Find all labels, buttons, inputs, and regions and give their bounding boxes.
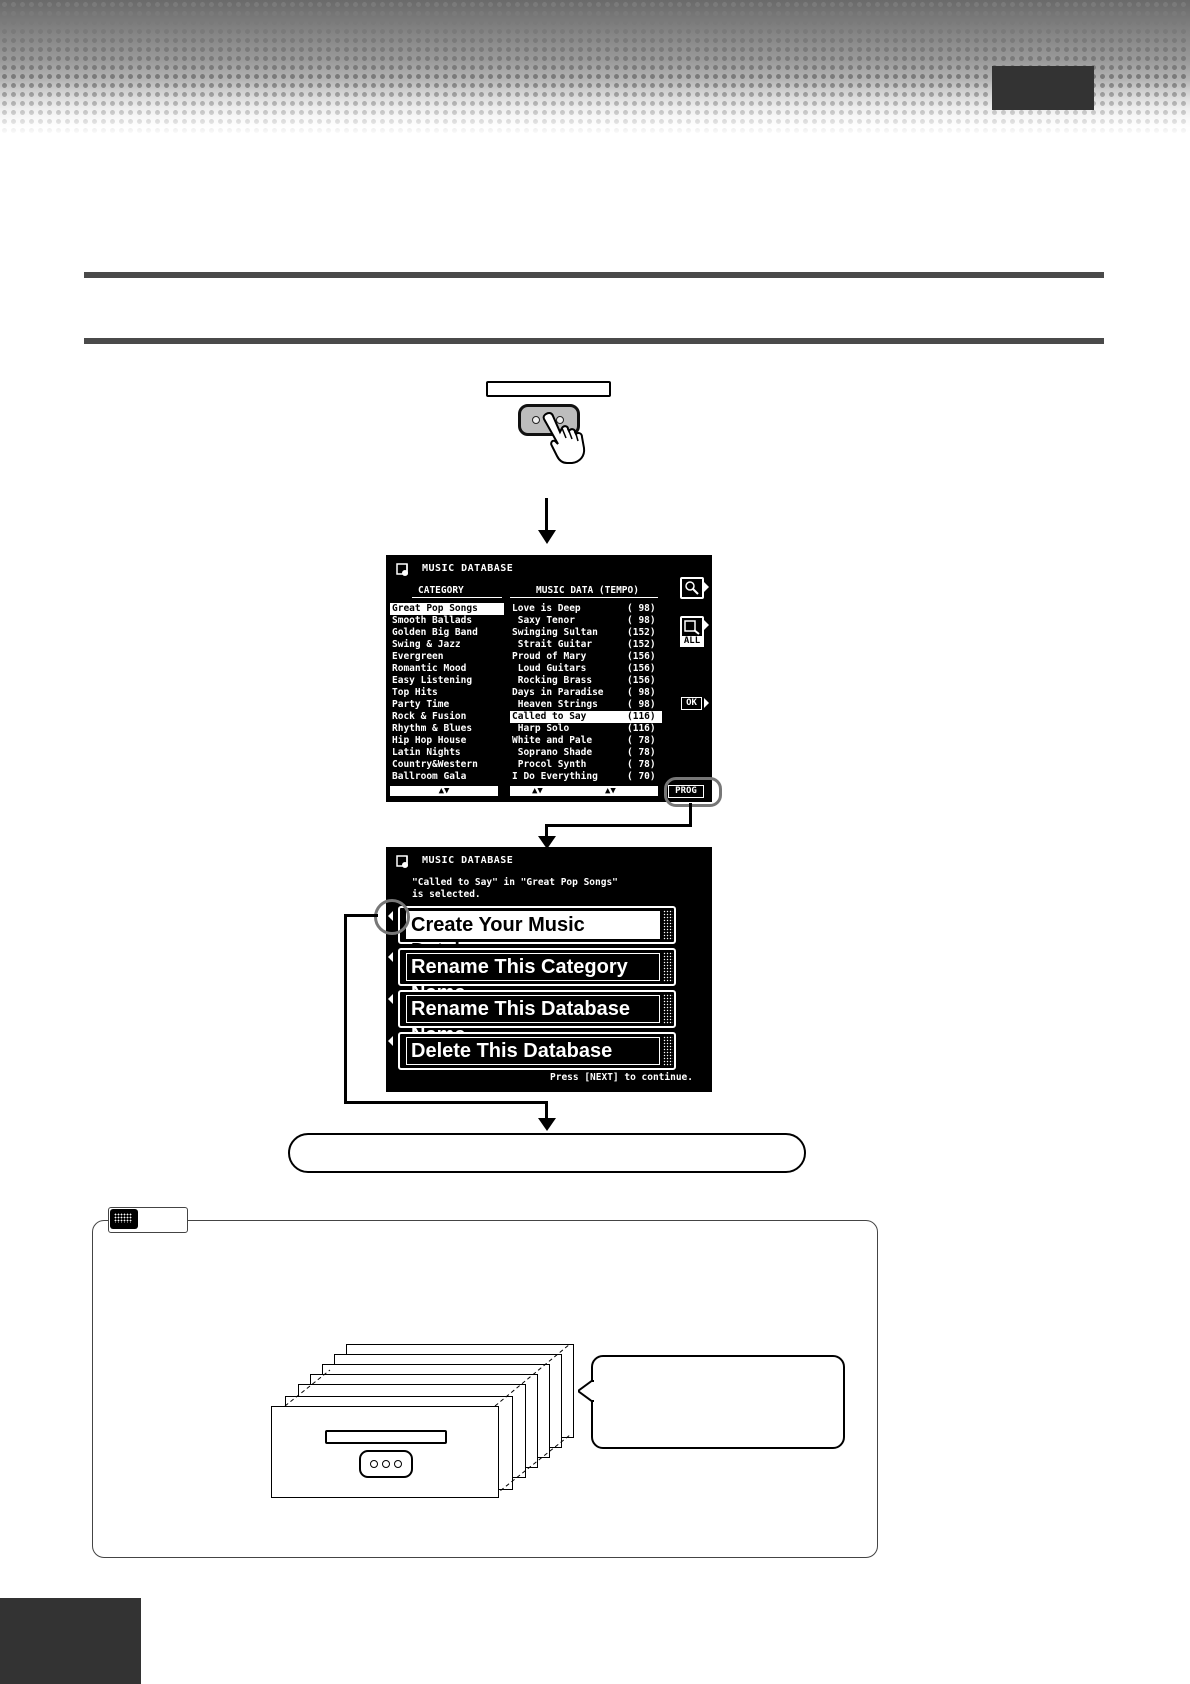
button-led-dot bbox=[394, 1460, 402, 1468]
song-tempo: (116) bbox=[627, 711, 656, 722]
category-item[interactable]: Smooth Ballads bbox=[392, 615, 473, 626]
ok-button[interactable]: OK bbox=[681, 697, 702, 710]
song-tempo: ( 98) bbox=[627, 615, 656, 626]
rename-database-label: Rename This Database bbox=[406, 995, 660, 1023]
song-name: Love is Deep bbox=[512, 603, 581, 614]
delete-database-label: Delete This Database bbox=[406, 1037, 660, 1065]
header-underline bbox=[412, 597, 502, 598]
flow-line bbox=[344, 914, 347, 1104]
music-finder-icon[interactable] bbox=[680, 577, 704, 599]
scroll-arrows-left[interactable]: ▲▼ bbox=[532, 786, 543, 796]
song-name: Saxy Tenor bbox=[512, 615, 575, 626]
song-tempo: (152) bbox=[627, 627, 656, 638]
delete-database-button[interactable] bbox=[398, 1032, 676, 1070]
music-data-item[interactable] bbox=[510, 711, 662, 723]
flow-line bbox=[344, 914, 378, 917]
result-box bbox=[288, 1133, 806, 1173]
button-led-dot bbox=[382, 1460, 390, 1468]
song-tempo: ( 70) bbox=[627, 771, 656, 782]
callout-box bbox=[591, 1355, 845, 1449]
music-data-item[interactable] bbox=[510, 687, 662, 699]
music-data-item[interactable] bbox=[510, 723, 662, 735]
song-name: Procol Synth bbox=[512, 759, 587, 770]
category-item[interactable]: Great Pop Songs bbox=[390, 603, 504, 615]
scroll-arrows-right[interactable]: ▲▼ bbox=[605, 786, 616, 796]
menu-highlight-ring bbox=[374, 899, 410, 935]
left-arrow-icon bbox=[388, 994, 393, 1004]
front-sheet bbox=[271, 1406, 499, 1498]
arrow-down-icon bbox=[538, 1118, 556, 1131]
music-data-item[interactable] bbox=[510, 603, 662, 615]
keyboard-note-icon bbox=[110, 1209, 138, 1229]
left-arrow-icon bbox=[388, 1036, 393, 1046]
rename-database-button[interactable] bbox=[398, 990, 676, 1028]
song-tempo: ( 98) bbox=[627, 687, 656, 698]
song-name: Rocking Brass bbox=[512, 675, 593, 686]
category-item[interactable]: Latin Nights bbox=[392, 747, 461, 758]
music-data-item[interactable] bbox=[510, 771, 662, 783]
category-item[interactable]: Top Hits bbox=[392, 687, 438, 698]
screen-title: MUSIC DATABASE bbox=[422, 855, 514, 866]
category-item[interactable]: Country&Western bbox=[392, 759, 478, 770]
category-item[interactable]: Swing & Jazz bbox=[392, 639, 461, 650]
screen-title: MUSIC DATABASE bbox=[422, 563, 514, 574]
button-label-plate bbox=[325, 1430, 447, 1444]
music-data-item[interactable] bbox=[510, 615, 662, 627]
song-name: Swinging Sultan bbox=[512, 627, 598, 638]
flow-line bbox=[545, 498, 548, 532]
button-label-plate bbox=[486, 381, 611, 397]
music-scroll-bar[interactable] bbox=[510, 786, 658, 796]
pointing-hand-icon bbox=[540, 410, 590, 466]
song-tempo: (152) bbox=[627, 639, 656, 650]
song-tempo: (156) bbox=[627, 651, 656, 662]
category-item[interactable]: Hip Hop House bbox=[392, 735, 467, 746]
song-name: Called to Say bbox=[512, 711, 587, 722]
song-name: Strait Guitar bbox=[512, 639, 593, 650]
music-data-item[interactable] bbox=[510, 735, 662, 747]
rename-category-button[interactable] bbox=[398, 948, 676, 986]
page-tab bbox=[992, 66, 1094, 110]
music-data-item[interactable] bbox=[510, 699, 662, 711]
category-item[interactable]: Easy Listening bbox=[392, 675, 473, 686]
section-rule-bottom bbox=[84, 338, 1104, 344]
music-data-item[interactable] bbox=[510, 639, 662, 651]
category-item[interactable]: Ballroom Gala bbox=[392, 771, 467, 782]
music-data-item[interactable] bbox=[510, 663, 662, 675]
prog-highlight-ring bbox=[664, 777, 722, 807]
all-label: ALL bbox=[680, 636, 704, 647]
selection-message-line1: "Called to Say" in "Great Pop Songs" bbox=[412, 877, 618, 888]
song-tempo: ( 78) bbox=[627, 735, 656, 746]
song-name: Loud Guitars bbox=[512, 663, 587, 674]
song-tempo: ( 98) bbox=[627, 603, 656, 614]
header-underline bbox=[510, 597, 658, 598]
arrow-down-icon bbox=[538, 530, 556, 544]
category-item[interactable]: Golden Big Band bbox=[392, 627, 478, 638]
song-tempo: ( 78) bbox=[627, 759, 656, 770]
search-all-icon[interactable] bbox=[680, 616, 704, 638]
song-tempo: (116) bbox=[627, 723, 656, 734]
song-name: Soprano Shade bbox=[512, 747, 593, 758]
create-database-button[interactable] bbox=[398, 906, 676, 944]
category-scroll-bar[interactable]: ▲▼ bbox=[390, 786, 498, 796]
music-data-list bbox=[388, 603, 668, 785]
left-arrow-icon bbox=[388, 952, 393, 962]
footer-page-block bbox=[0, 1598, 141, 1684]
song-name: Days in Paradise bbox=[512, 687, 604, 698]
button-grain bbox=[663, 952, 673, 982]
panel-button-sketch bbox=[359, 1450, 413, 1478]
category-item[interactable]: Romantic Mood bbox=[392, 663, 467, 674]
category-header: CATEGORY bbox=[418, 585, 464, 596]
selection-message-line2: is selected. bbox=[412, 889, 481, 900]
music-data-item[interactable] bbox=[510, 651, 662, 663]
flow-line bbox=[545, 824, 692, 827]
category-item[interactable]: Rhythm & Blues bbox=[392, 723, 473, 734]
category-item[interactable]: Evergreen bbox=[392, 651, 444, 662]
button-grain bbox=[663, 910, 673, 940]
music-data-item[interactable] bbox=[510, 675, 662, 687]
music-data-header: MUSIC DATA (TEMPO) bbox=[536, 585, 639, 596]
music-database-icon bbox=[396, 561, 412, 577]
category-item[interactable]: Rock & Fusion bbox=[392, 711, 467, 722]
prog-button[interactable]: PROG bbox=[668, 785, 704, 798]
right-arrow-icon bbox=[704, 698, 709, 708]
flow-line bbox=[344, 1101, 548, 1104]
button-led-dot bbox=[532, 416, 540, 424]
button-grain bbox=[663, 1036, 673, 1066]
music-data-item[interactable] bbox=[510, 759, 662, 771]
song-tempo: (156) bbox=[627, 675, 656, 686]
song-tempo: ( 98) bbox=[627, 699, 656, 710]
music-database-icon bbox=[396, 853, 412, 869]
song-tempo: ( 78) bbox=[627, 747, 656, 758]
button-grain bbox=[663, 994, 673, 1024]
button-led-dot bbox=[370, 1460, 378, 1468]
rename-category-label: Rename This Category bbox=[406, 953, 660, 981]
music-database-screen bbox=[386, 555, 712, 802]
music-data-item[interactable] bbox=[510, 627, 662, 639]
right-arrow-icon bbox=[704, 620, 709, 630]
song-name: Heaven Strings bbox=[512, 699, 598, 710]
music-data-item[interactable] bbox=[510, 747, 662, 759]
song-name: White and Pale bbox=[512, 735, 593, 746]
create-database-label: Create Your Music bbox=[406, 911, 660, 939]
continue-message: Press [NEXT] to continue. bbox=[550, 1072, 693, 1083]
song-name: I Do Everything bbox=[512, 771, 598, 782]
callout-pointer bbox=[578, 1380, 596, 1402]
section-rule-top bbox=[84, 272, 1104, 278]
song-tempo: (156) bbox=[627, 663, 656, 674]
category-item[interactable]: Party Time bbox=[392, 699, 450, 710]
right-arrow-icon bbox=[704, 582, 709, 592]
song-name: Harp Solo bbox=[512, 723, 570, 734]
song-name: Proud of Mary bbox=[512, 651, 587, 662]
